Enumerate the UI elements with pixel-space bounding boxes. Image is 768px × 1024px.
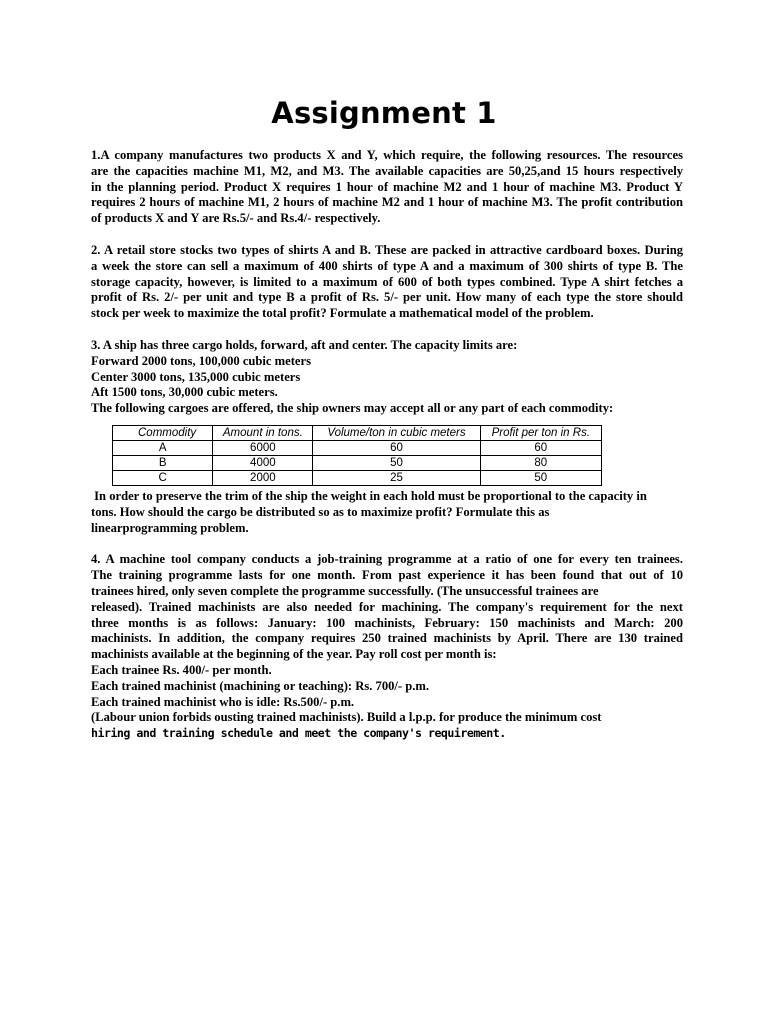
question-4-line: three months is as follows: January: 100 machinists, February: 150 machinists and March: 200: [91, 615, 683, 630]
table-cell: 50: [480, 470, 601, 485]
question-4-line: The training programme lasts for one month. From past experience it has been found that out of 10: [91, 568, 683, 583]
table-cell: 80: [480, 455, 601, 470]
question-4-line: (Labour union forbids ousting trained machinists). Build a l.p.p. for produce the minimum cost: [91, 710, 602, 725]
question-3-line: The following cargoes are offered, the ship owners may accept all or any part of each commodity:: [91, 401, 614, 416]
question-3-continued: [91, 489, 683, 536]
question-3-continued-line: In order to preserve the trim of the ship the weight in each hold must be proportional to the capacity in: [91, 488, 647, 503]
question-2-line: storage capacity, however, is limited to a maximum of 600 of both types combined. Type A shirt fetches a: [91, 274, 683, 289]
question-4-line: 4. A machine tool company conducts a job-training programme at a ratio of one for every ten trainees.: [91, 552, 683, 567]
question-3-continued-line: linearprogramming problem.: [91, 520, 249, 535]
question-3-line: Forward 2000 tons, 100,000 cubic meters: [91, 353, 312, 368]
question-4-line: Each trained machinist who is idle: Rs.500/- p.m.: [91, 694, 355, 709]
table-cell: B: [113, 455, 213, 470]
question-3-line: Center 3000 tons, 135,000 cubic meters: [91, 369, 301, 384]
table-cell: 4000: [213, 455, 313, 470]
table-cell: 2000: [213, 470, 313, 485]
table-row: [113, 470, 602, 485]
question-4-line: Each trained machinist (machining or teaching): Rs. 700/- p.m.: [91, 678, 430, 693]
document-body: [91, 148, 683, 758]
question-4-line: trainees hired, only seven complete the programme successfully. (The unsuccessful trainees are: [91, 583, 599, 598]
table-cell: C: [113, 470, 213, 485]
page-title: Assignment 1: [271, 96, 497, 130]
question-1: [91, 148, 683, 227]
table-header-profit: Profit per ton in Rs.: [480, 425, 601, 440]
question-3-line: Aft 1500 tons, 30,000 cubic meters.: [91, 385, 278, 400]
question-4-line: hiring and training schedule and meet the company's requirement.: [91, 726, 506, 741]
question-2: [91, 243, 683, 322]
table-header-volume: Volume/ton in cubic meters: [313, 425, 480, 440]
question-3: [91, 338, 683, 417]
table-cell: 6000: [213, 440, 313, 455]
question-4-line: machinists available at the beginning of the year. Pay roll cost per month is:: [91, 647, 497, 662]
question-1-line: in the planning period. Product X requires 1 hour of machine M2 and 1 hour of machine M3. Product Y: [91, 179, 683, 194]
question-1-line: 1.A company manufactures two products X and Y, which require, the following resources. The resources: [91, 148, 683, 162]
question-1-line: requires 2 hours of machine M1, 2 hours of machine M2 and 1 hour of machine M3. The profit contribution: [91, 195, 683, 210]
table-row: [113, 440, 602, 455]
table-cell: 50: [313, 455, 480, 470]
question-2-line: a week the store can sell a maximum of 400 shirts of type A and a maximum of 300 shirts of type B. The: [91, 258, 683, 273]
question-4: [91, 552, 683, 742]
question-1-line: are the capacities machine M1, M2, and M3. The available capacities are 50,25,and 15 hours respectively: [91, 163, 683, 178]
question-2-line: 2. A retail store stocks two types of shirts A and B. These are packed in attractive cardboard boxes. During: [91, 242, 683, 257]
table-cell: 60: [480, 440, 601, 455]
question-4-line: Each trainee Rs. 400/- per month.: [91, 662, 272, 677]
table-cell: A: [113, 440, 213, 455]
question-2-line: stock per week to maximize the total profit? Formulate a mathematical model of the problem.: [91, 306, 594, 321]
table-cell: 25: [313, 470, 480, 485]
question-2-line: profit of Rs. 2/- per unit and type B a profit of Rs. 5/- per unit. How many of each type the store should: [91, 290, 683, 305]
table-header-commodity: Commodity: [113, 425, 213, 440]
question-1-line: of products X and Y are Rs.5/- and Rs.4/- respectively.: [91, 211, 381, 226]
question-3-line: 3. A ship has three cargo holds, forward, aft and center. The capacity limits are:: [91, 337, 518, 352]
question-4-line: released). Trained machinists are also needed for machining. The company's requirement for the next: [91, 599, 683, 614]
question-3-continued-line: tons. How should the cargo be distributed so as to maximize profit? Formulate this as: [91, 504, 550, 519]
table-cell: 60: [313, 440, 480, 455]
cargo-table: [112, 425, 602, 486]
table-header-row: [113, 425, 602, 440]
question-4-line: machinists. In addition, the company requires 250 trained machinists by April. There are 130 trained: [91, 631, 683, 646]
table-row: [113, 455, 602, 470]
table-header-amount: Amount in tons.: [213, 425, 313, 440]
